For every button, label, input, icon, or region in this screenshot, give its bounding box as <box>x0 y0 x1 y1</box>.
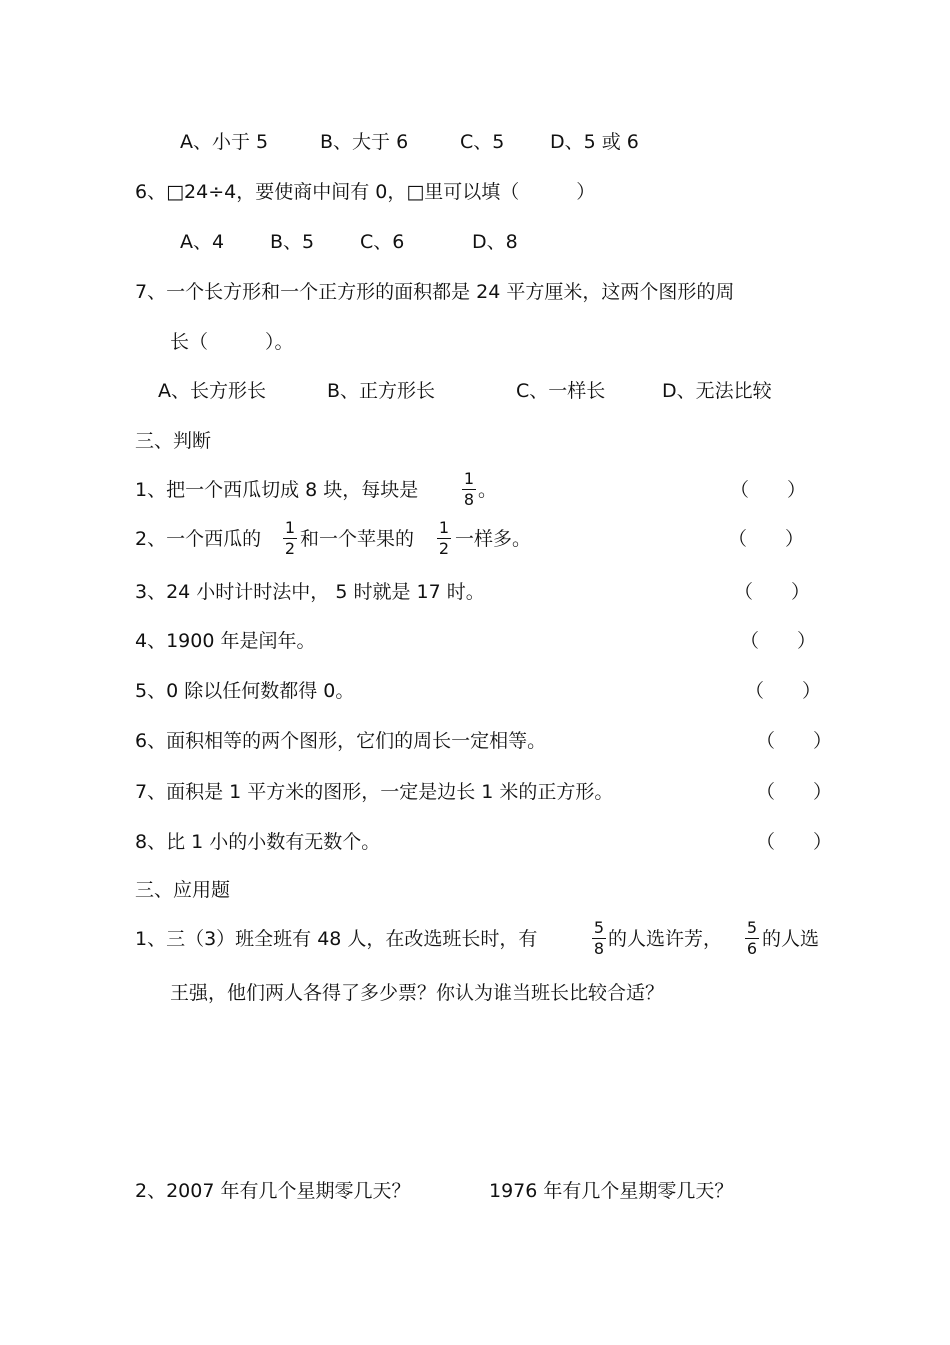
judge-5-text: 5、0 除以任何数都得 0。 <box>135 680 355 702</box>
fraction-denominator: 2 <box>438 539 450 558</box>
apply-1-fraction-1 <box>592 919 606 958</box>
fraction-denominator: 6 <box>746 939 758 958</box>
judge-7-answer-blank[interactable]: （ ） <box>756 781 833 803</box>
q5-option-c: C、5 <box>460 131 505 153</box>
section-apply-title: 三、应用题 <box>135 879 231 901</box>
q5-option-d: D、5 或 6 <box>550 131 639 153</box>
apply-1-text-b: 的人选许芳， <box>608 928 723 950</box>
q7-option-d: D、无法比较 <box>662 380 772 402</box>
q7-option-a: A、长方形长 <box>158 380 266 402</box>
apply-2-left: 2、2007 年有几个星期零几天？ <box>135 1180 411 1202</box>
apply-1-fraction-2 <box>745 919 759 958</box>
apply-2-right: 1976 年有几个星期零几天？ <box>489 1180 734 1202</box>
fraction-numerator: 5 <box>593 918 605 937</box>
fraction-denominator: 8 <box>593 939 605 958</box>
q6-option-b: B、5 <box>270 231 315 253</box>
q6-option-c: C、6 <box>360 231 405 253</box>
apply-1-text-c: 的人选 <box>762 928 820 950</box>
judge-2-fraction-2 <box>437 519 451 558</box>
judge-3-answer-blank[interactable]: （ ） <box>734 581 811 603</box>
judge-5-answer-blank[interactable]: （ ） <box>745 680 822 702</box>
q6-text: 6、□24÷4，要使商中间有 0，□里可以填（ ） <box>135 181 596 203</box>
fraction-numerator: 1 <box>438 518 450 537</box>
judge-2-text-c: 一样多。 <box>455 528 532 550</box>
judge-8-answer-blank[interactable]: （ ） <box>756 831 833 853</box>
judge-8-text: 8、比 1 小的小数有无数个。 <box>135 831 381 853</box>
judge-3-text: 3、24 小时计时法中， 5 时就是 17 时。 <box>135 581 485 603</box>
judge-4-text: 4、1900 年是闰年。 <box>135 630 316 652</box>
apply-1-line2: 王强，他们两人各得了多少票？你认为谁当班长比较合适？ <box>170 982 665 1004</box>
judge-2-answer-blank[interactable]: （ ） <box>728 528 805 550</box>
apply-1-text-a: 1、三（3）班全班有 48 人，在改选班长时，有 <box>135 928 538 950</box>
section-judge-title: 三、判断 <box>135 430 212 452</box>
q6-option-d: D、8 <box>472 231 518 253</box>
q7-option-c: C、一样长 <box>516 380 606 402</box>
q6-option-a: A、4 <box>180 231 225 253</box>
judge-6-text: 6、面积相等的两个图形，它们的周长一定相等。 <box>135 730 547 752</box>
judge-1-end: 。 <box>478 479 498 501</box>
judge-2-text-b: 和一个苹果的 <box>300 528 415 550</box>
fraction-numerator: 5 <box>746 918 758 937</box>
judge-1-fraction <box>462 470 476 509</box>
judge-1-answer-blank[interactable]: （ ） <box>730 479 807 501</box>
fraction-numerator: 1 <box>284 518 296 537</box>
judge-6-answer-blank[interactable]: （ ） <box>756 730 833 752</box>
judge-4-answer-blank[interactable]: （ ） <box>740 630 817 652</box>
q7-line1: 7、一个长方形和一个正方形的面积都是 24 平方厘米，这两个图形的周 <box>135 281 735 303</box>
judge-2-fraction-1 <box>283 519 297 558</box>
judge-7-text: 7、面积是 1 平方米的图形，一定是边长 1 米的正方形。 <box>135 781 614 803</box>
q7-line2: 长（ ）。 <box>170 331 294 353</box>
q5-option-a: A、小于 5 <box>180 131 269 153</box>
fraction-denominator: 8 <box>463 490 475 509</box>
judge-2-text-a: 2、一个西瓜的 <box>135 528 262 550</box>
judge-1-text: 1、把一个西瓜切成 8 块，每块是 <box>135 479 419 501</box>
fraction-denominator: 2 <box>284 539 296 558</box>
q5-option-b: B、大于 6 <box>320 131 409 153</box>
fraction-numerator: 1 <box>463 469 475 488</box>
q7-option-b: B、正方形长 <box>327 380 436 402</box>
